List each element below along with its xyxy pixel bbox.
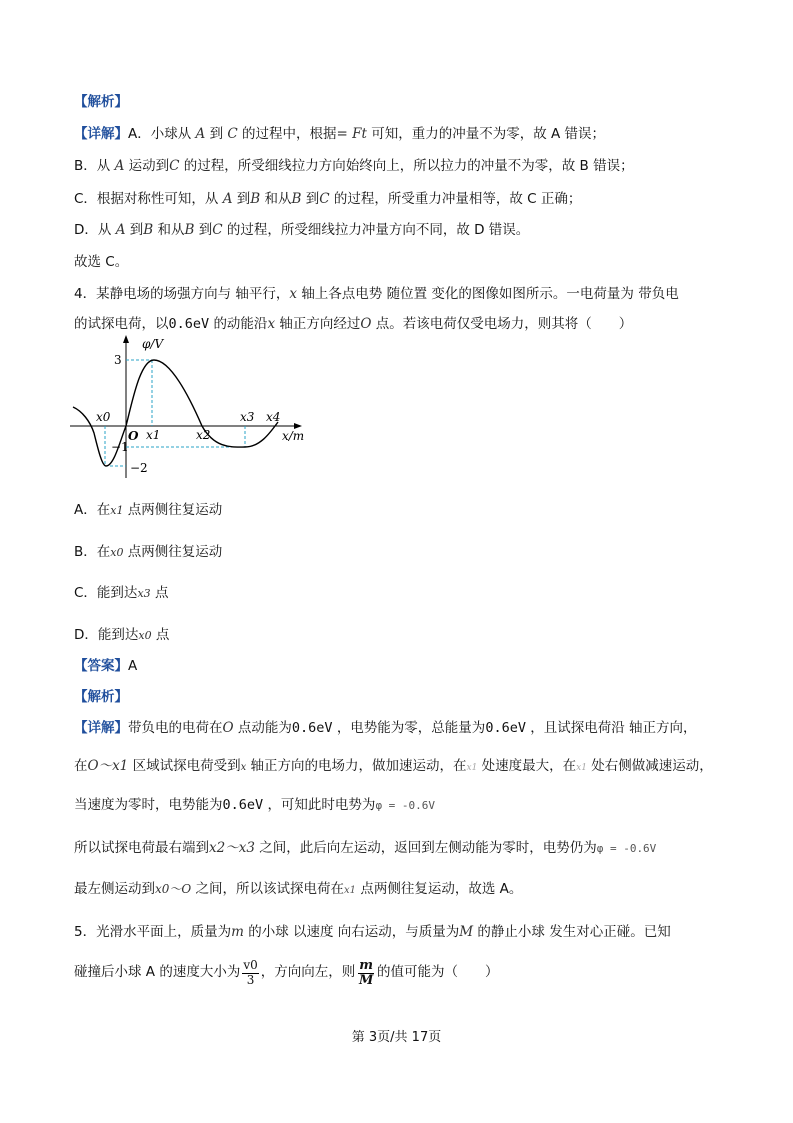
var-x1: x1 — [344, 885, 357, 896]
text: ，方向向左，则 — [260, 964, 356, 981]
text: 以速度 — [293, 924, 334, 940]
var-B: B — [291, 191, 302, 207]
var-B: B — [250, 191, 261, 207]
var-x3: x3 — [137, 587, 151, 600]
option-b[interactable] — [74, 540, 222, 560]
var-C: C — [227, 126, 238, 142]
detail-tag: 【详解】 — [74, 126, 128, 142]
potential-value: φ = -0.6V — [375, 799, 436, 812]
text: ，且试探电荷沿 — [530, 720, 625, 736]
y-tick-neg1: −1 — [111, 440, 129, 454]
q3-detail-line-2 — [74, 160, 634, 174]
answer-tag: 【答案】 — [74, 658, 128, 674]
text: 到 — [198, 222, 213, 238]
x-tick-x3: x3 — [240, 410, 255, 424]
range-O-x1: O～x1 — [87, 758, 129, 774]
energy-value: 0.6eV — [168, 316, 210, 332]
text: 4．某静电场的场强方向与 — [74, 286, 232, 302]
text: A．在 — [74, 502, 111, 518]
q4-detail-line-1 — [74, 722, 697, 736]
text: B．在 — [74, 544, 111, 560]
potential-graph — [70, 333, 310, 481]
var-x1: x1 — [110, 504, 124, 517]
q4-stem-line-2 — [74, 318, 632, 332]
text: 处速度最大，在 — [481, 758, 577, 774]
text: 点两侧往复运动 — [127, 544, 223, 560]
text: ，电势能为零，总能量为 — [336, 720, 486, 736]
potential-value: φ = -0.6V — [596, 842, 657, 855]
text: ，可知此时电势为 — [267, 797, 376, 813]
q5-stem-line-1 — [74, 926, 671, 940]
answer-value: A — [128, 658, 138, 674]
text: 带负电的电荷在 — [128, 720, 223, 736]
q4-detail-line-3 — [74, 799, 435, 813]
text: 变化的图像如图所示。一电荷量为 — [431, 286, 634, 302]
q3-detail-line-3 — [74, 193, 581, 207]
x-tick-x4: x4 — [266, 410, 281, 424]
q5-stem-line-2 — [74, 957, 499, 989]
q3-detail-line-4 — [74, 224, 529, 238]
text: 的值可能为（ ） — [377, 964, 499, 981]
var-A: A — [195, 126, 206, 142]
q4-stem-line-1 — [74, 288, 679, 302]
text: 到 — [236, 191, 251, 207]
fraction-denominator: M — [358, 972, 374, 988]
fraction-numerator: v0 — [243, 958, 258, 973]
text: C．根据对称性可知，从 — [74, 191, 219, 207]
text: 点两侧往复运动，故选 A。 — [360, 881, 523, 897]
var-x1: x1 — [466, 763, 478, 773]
var-B: B — [143, 222, 154, 238]
y-tick-3: 3 — [114, 353, 122, 367]
text: 运动到 — [128, 158, 170, 174]
text: 5．光滑水平面上，质量为 — [74, 924, 232, 940]
text: C．能到达 — [74, 585, 138, 601]
text: 到 — [209, 126, 224, 142]
text: 和从 — [264, 191, 292, 207]
text: A．小球从 — [128, 126, 192, 142]
text: 的过程，所受细线拉力方向始终向上，所以拉力的冲量不为零，故 B 错误； — [183, 158, 634, 174]
formula-ft: = Ft — [336, 126, 367, 142]
text: 的过程中，根据 — [242, 126, 337, 142]
text: 的静止小球 — [477, 924, 545, 940]
text: 最左侧运动到 — [74, 881, 155, 897]
var-x1: x1 — [576, 763, 587, 773]
text: 轴正方向的电场力，做加速运动，在 — [250, 758, 467, 774]
q4-analysis-heading: 【解析】 — [74, 689, 128, 705]
var-x0: x0 — [138, 629, 152, 642]
text: 轴正方向， — [629, 720, 697, 736]
text: 点 — [154, 585, 169, 601]
text: 碰撞后小球 A 的速度大小为 — [74, 964, 241, 981]
x-tick-x2: x2 — [196, 428, 211, 442]
text: 点。若该电荷仅受电场力，则其将（ ） — [375, 316, 633, 332]
origin-label: O — [128, 429, 139, 443]
page-footer: 第 3页/共 17页 — [351, 1030, 442, 1045]
text: 到 — [305, 191, 320, 207]
var-x: x — [240, 762, 247, 773]
option-d[interactable] — [74, 623, 169, 643]
option-c[interactable] — [74, 581, 168, 601]
q3-analysis-heading: 【解析】 — [74, 94, 128, 110]
var-A: A — [115, 222, 126, 238]
var-C: C — [212, 222, 223, 238]
fraction-denominator: 3 — [246, 972, 255, 987]
text: 向右运动，与质量为 — [337, 924, 460, 940]
range-x0-O: x0～O — [155, 882, 192, 896]
var-m: m — [231, 924, 244, 940]
text: D．从 — [74, 222, 112, 238]
text: 的试探电荷，以 — [74, 316, 169, 332]
q4-answer — [74, 660, 137, 674]
text: 的小球 — [248, 924, 289, 940]
var-O: O — [222, 720, 234, 736]
q4-detail-line-2 — [74, 760, 713, 774]
option-a[interactable] — [74, 498, 222, 518]
fraction-numerator: m — [359, 957, 374, 973]
var-B: B — [184, 222, 195, 238]
x-axis-label: x/m — [282, 429, 305, 443]
var-C: C — [169, 158, 180, 174]
text: 随位置 — [386, 286, 428, 302]
text: 发生对心正碰。已知 — [549, 924, 671, 940]
text: 之间，所以该试探电荷在 — [195, 881, 345, 897]
energy-value: 0.6eV — [291, 720, 333, 736]
var-M: M — [459, 924, 474, 940]
q3-conclusion: 故选 C。 — [74, 254, 129, 270]
detail-tag: 【详解】 — [74, 720, 128, 736]
text: 点 — [155, 627, 170, 643]
text: 点两侧往复运动 — [127, 502, 223, 518]
text: 在 — [74, 758, 88, 774]
text: 的动能沿 — [213, 316, 268, 332]
var-C: C — [319, 191, 330, 207]
q4-detail-line-5 — [74, 883, 522, 897]
y-axis-arrow-icon — [123, 335, 129, 343]
text: 带负电 — [638, 286, 679, 302]
text: 轴上各点电势 — [301, 286, 383, 302]
var-A: A — [222, 191, 233, 207]
text: 可知，重力的冲量不为零，故 A 错误； — [371, 126, 606, 142]
x-tick-x0: x0 — [96, 410, 111, 424]
text: 之间，此后向左运动，返回到左侧动能为零时，电势仍为 — [259, 840, 597, 856]
x-tick-x1: x1 — [146, 428, 161, 442]
text: D．能到达 — [74, 627, 139, 643]
q3-detail-line-1 — [74, 128, 605, 142]
text: 的过程，所受细线拉力冲量方向不同，故 D 错误。 — [226, 222, 530, 238]
text: 和从 — [157, 222, 185, 238]
text: 到 — [129, 222, 144, 238]
energy-value: 0.6eV — [485, 720, 526, 736]
text: 轴平行， — [235, 286, 290, 302]
y-axis-label: φ/V — [142, 337, 164, 351]
energy-value: 0.6eV — [222, 797, 264, 813]
var-x0: x0 — [110, 546, 124, 559]
var-x: x — [267, 316, 276, 332]
var-x: x — [289, 286, 298, 302]
text: 点动能为 — [237, 720, 292, 736]
text: 区域试探电荷受到 — [132, 758, 241, 774]
text: 的过程，所受重力冲量相等，故 C 正确； — [333, 191, 582, 207]
text: 当速度为零时，电势能为 — [74, 797, 223, 813]
text: B．从 — [74, 158, 111, 174]
var-O: O — [360, 316, 372, 332]
var-A: A — [114, 158, 125, 174]
text: 所以试探电荷最右端到 — [74, 840, 209, 856]
fraction-v0-over-3 — [242, 959, 258, 986]
text: 轴正方向经过 — [279, 316, 361, 332]
range-x2-x3: x2～x3 — [209, 840, 255, 856]
q4-detail-line-4 — [74, 842, 656, 856]
y-tick-neg2: −2 — [130, 461, 148, 475]
text: 处右侧做减速运动， — [591, 758, 713, 774]
fraction-m-over-M — [358, 959, 374, 987]
